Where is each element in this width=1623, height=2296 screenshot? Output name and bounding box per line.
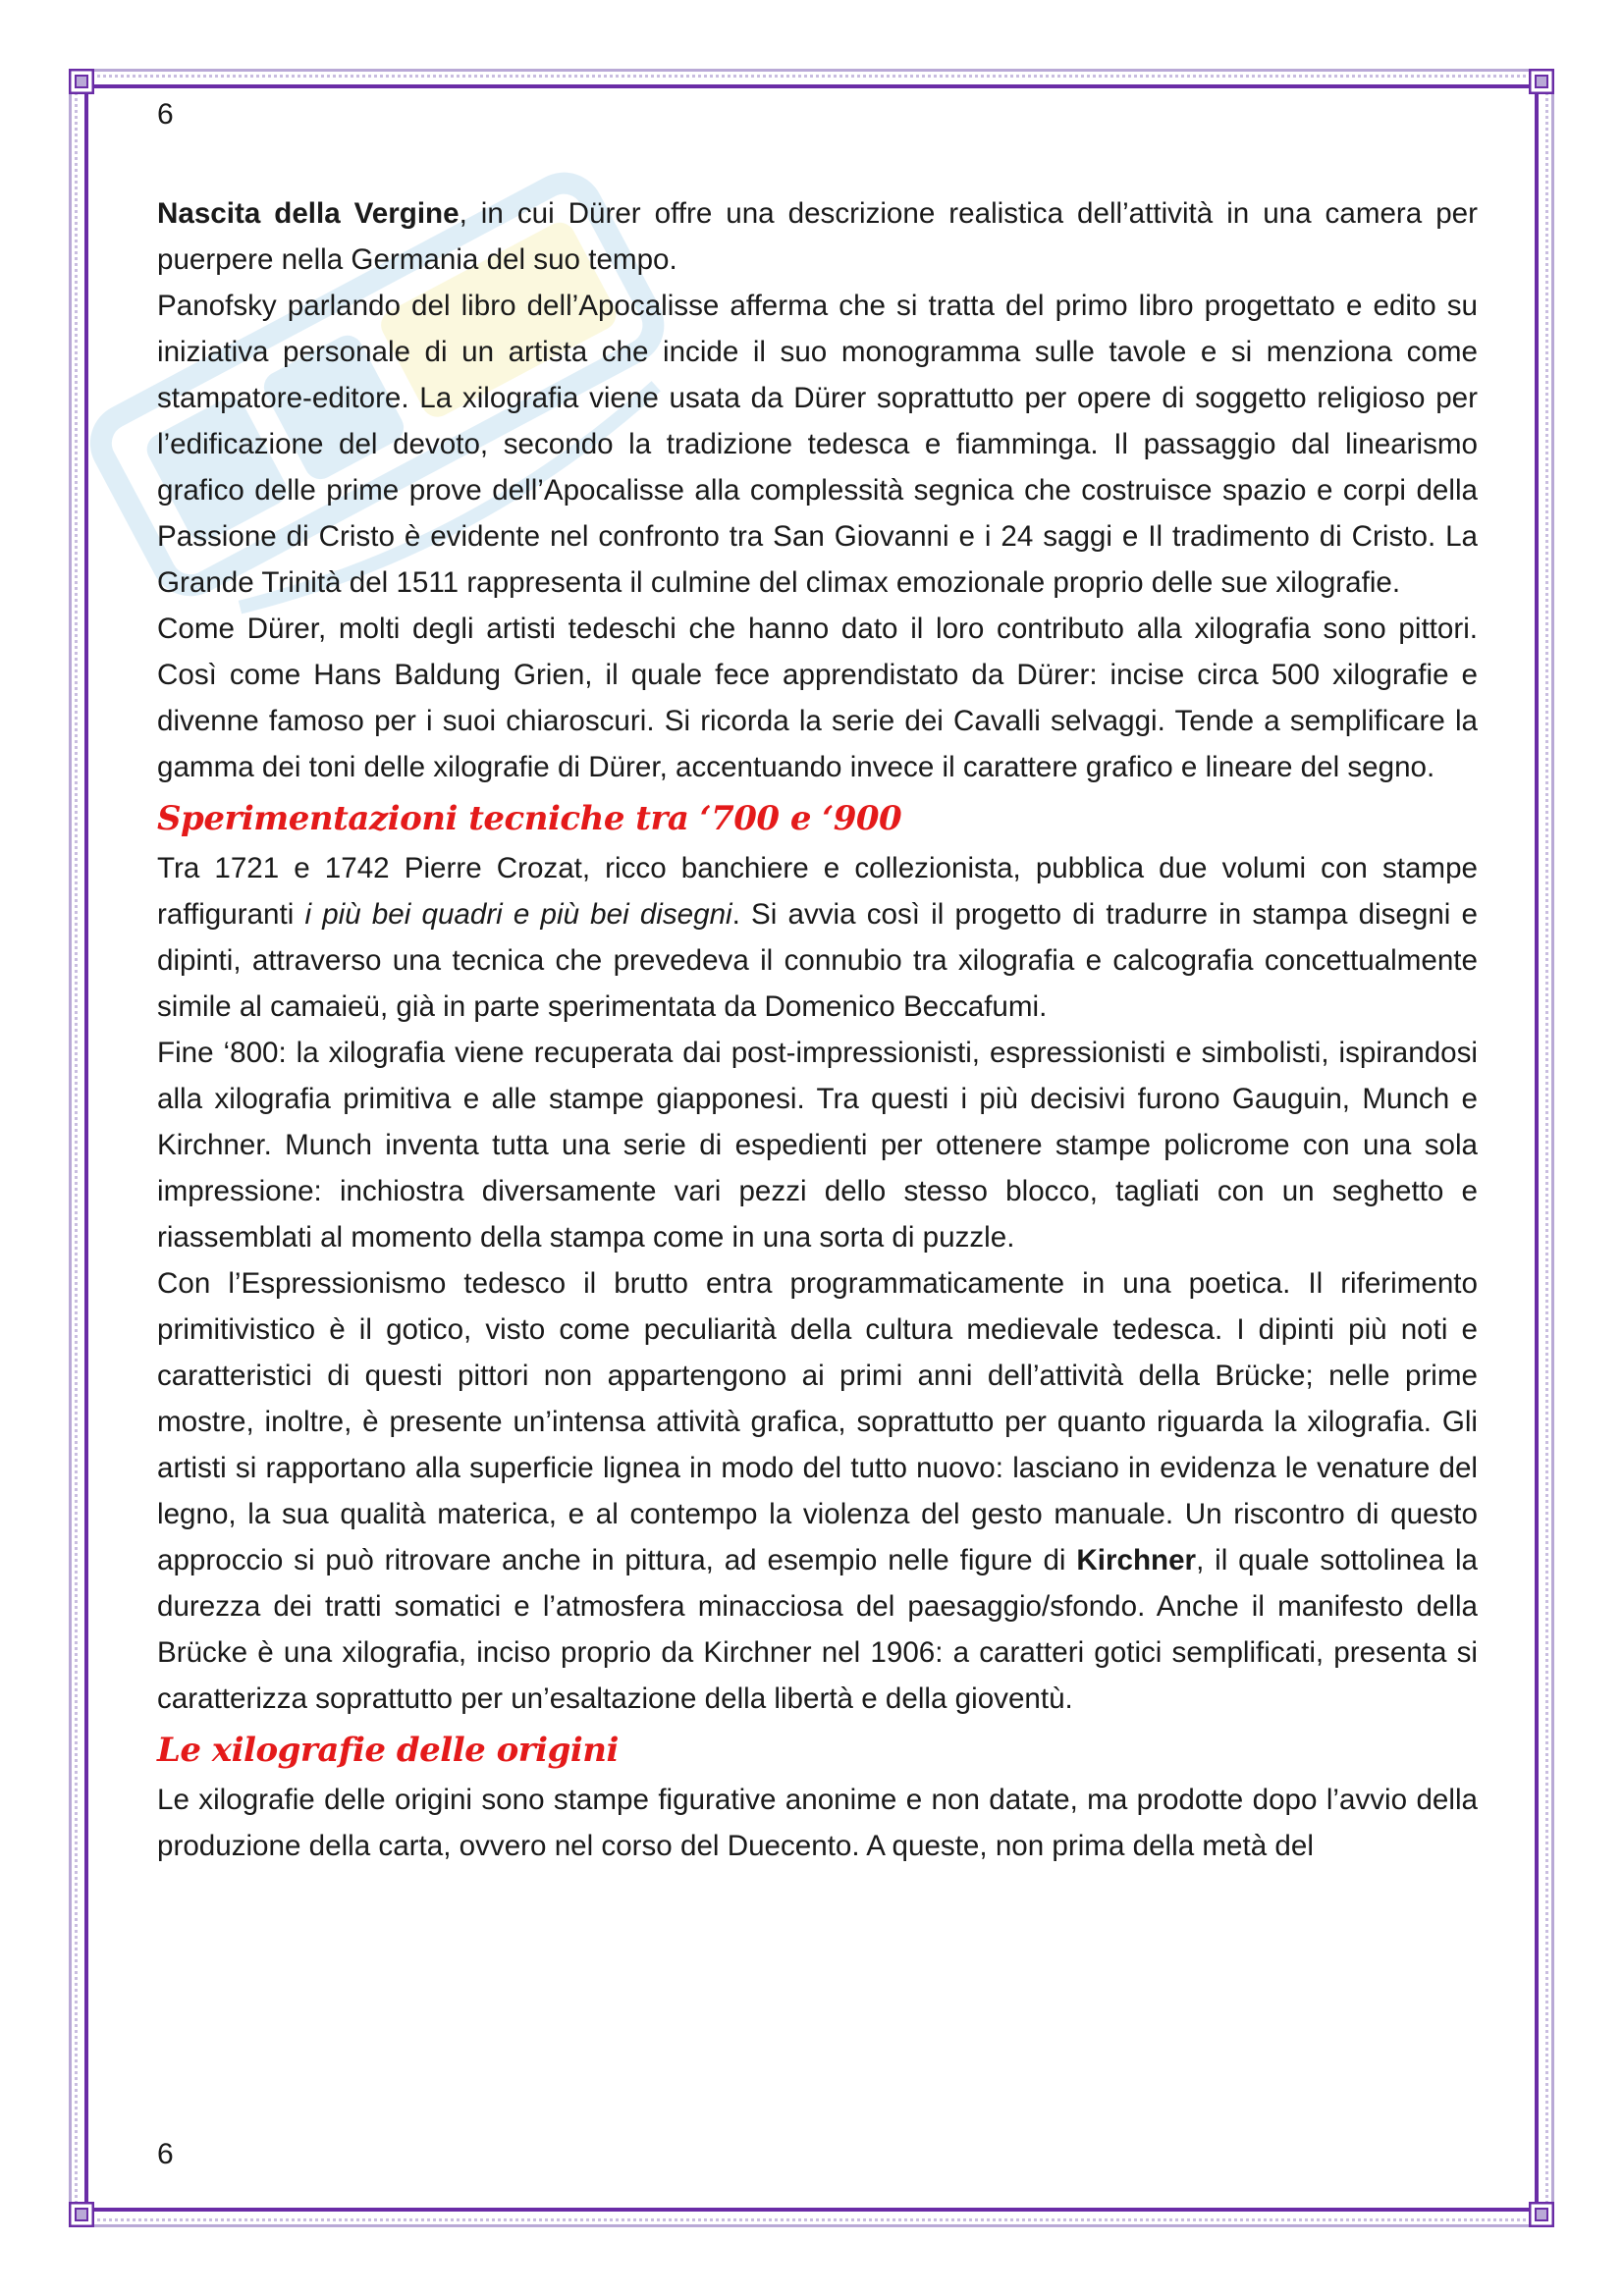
paragraph: Panofsky parlando del libro dell’Apocalisse afferma che si tratta del primo libro progettato e edito su iniziativa personale di un artista che incide il suo monogramma sulle tavole e si menziona come stampatore-editore. La xilografia viene usata da Dürer soprattutto per opere di soggetto religioso per l’edificazione del devoto, secondo la tradizione tedesca e fiamminga. Il passaggio dal linearismo grafico delle prime prove dell’Apocalisse alla complessità segnica che costruisce spazio e corpi della Passione di Cristo è evidente nel confronto tra San Giovanni e i 24 saggi e Il tradimento di Cristo. La Grande Trinità del 1511 rappresenta il culmine del climax emozionale proprio delle sue xilografie. xyxy=(157,290,1478,599)
section-heading: Sperimentazioni tecniche tra ‘700 e ‘900 xyxy=(157,799,902,838)
document-body xyxy=(157,190,1478,1869)
paragraph: Con l’Espressionismo tedesco il brutto entra programmaticamente in una poetica. Il riferimento primitivistico è il gotico, visto come peculiarità della cultura medievale tedesca. I dipinti più noti e caratteristici di questi pittori non appartengono ai primi anni dell’attività della Brücke; nelle prime mostre, inoltre, è presente un’intensa attività grafica, soprattutto per quanto riguarda la xilografia. Gli artisti si rapportano alla superficie lignea in modo del tutto nuovo: lasciano in evidenza le venature del legno, la sua qualità materica, e al contempo la violenza del gesto manuale. Un riscontro di questo approccio si può ritrovare anche in pittura, ad esempio nelle figure di Kirchner, il quale sottolinea la durezza dei tratti somatici e l’atmosfera minacciosa del paesaggio/sfondo. Anche il manifesto della Brücke è una xilografia, inciso proprio da Kirchner nel 1906: a caratteri gotici semplificati, presenta si caratterizza soprattutto per un’esaltazione della libertà e della gioventù. xyxy=(157,1267,1478,1715)
corner-ornament-icon xyxy=(1529,2202,1554,2227)
paragraph: Tra 1721 e 1742 Pierre Crozat, ricco banchiere e collezionista, pubblica due volumi con stampe raffiguranti i più bei quadri e più bei disegni. Si avvia così il progetto di tradurre in stampa disegni e dipinti, attraverso una tecnica che prevedeva il connubio tra xilografia e calcografia concettualmente simile al camaieü, già in parte sperimentata da Domenico Beccafumi. xyxy=(157,852,1478,1023)
corner-ornament-icon xyxy=(69,69,94,94)
corner-ornament-icon xyxy=(69,2202,94,2227)
paragraph: Le xilografie delle origini sono stampe figurative anonime e non datate, ma prodotte dopo l’avvio della produzione della carta, ovvero nel corso del Duecento. A queste, non prima della metà del xyxy=(157,1784,1478,1862)
paragraph: Come Dürer, molti degli artisti tedeschi che hanno dato il loro contributo alla xilografia sono pittori. Così come Hans Baldung Grien, il quale fece apprendistato da Dürer: incise circa 500 xilografie e divenne famoso per i suoi chiaroscuri. Si ricorda la serie dei Cavalli selvaggi. Tende a semplificare la gamma dei toni delle xilografie di Dürer, accentuando invece il carattere grafico e lineare del segno. xyxy=(157,613,1478,783)
page-number-top: 6 xyxy=(157,98,174,131)
bold-text: Kirchner xyxy=(1076,1544,1197,1576)
corner-ornament-icon xyxy=(1529,69,1554,94)
italic-text: i più bei quadri e più bei disegni xyxy=(304,898,732,931)
page-number-bottom: 6 xyxy=(157,2138,174,2170)
paragraph: Nascita della Vergine, in cui Dürer offre una descrizione realistica dell’attività in una camera per puerpere nella Germania del suo tempo. xyxy=(157,197,1478,276)
paragraph: Fine ‘800: la xilografia viene recuperata dai post-impressionisti, espressionisti e simbolisti, ispirandosi alla xilografia primitiva e alle stampe giapponesi. Tra questi i più decisivi furono Gauguin, Munch e Kirchner. Munch inventa tutta una serie di espedienti per ottenere stampe policrome con una sola impressione: inchiostra diversamente vari pezzi dello stesso blocco, tagliati con un seghetto e riassemblati al momento della stampa come in una sorta di puzzle. xyxy=(157,1037,1478,1254)
bold-text: Nascita della Vergine xyxy=(157,197,460,230)
section-heading: Le xilografie delle origini xyxy=(157,1731,619,1770)
